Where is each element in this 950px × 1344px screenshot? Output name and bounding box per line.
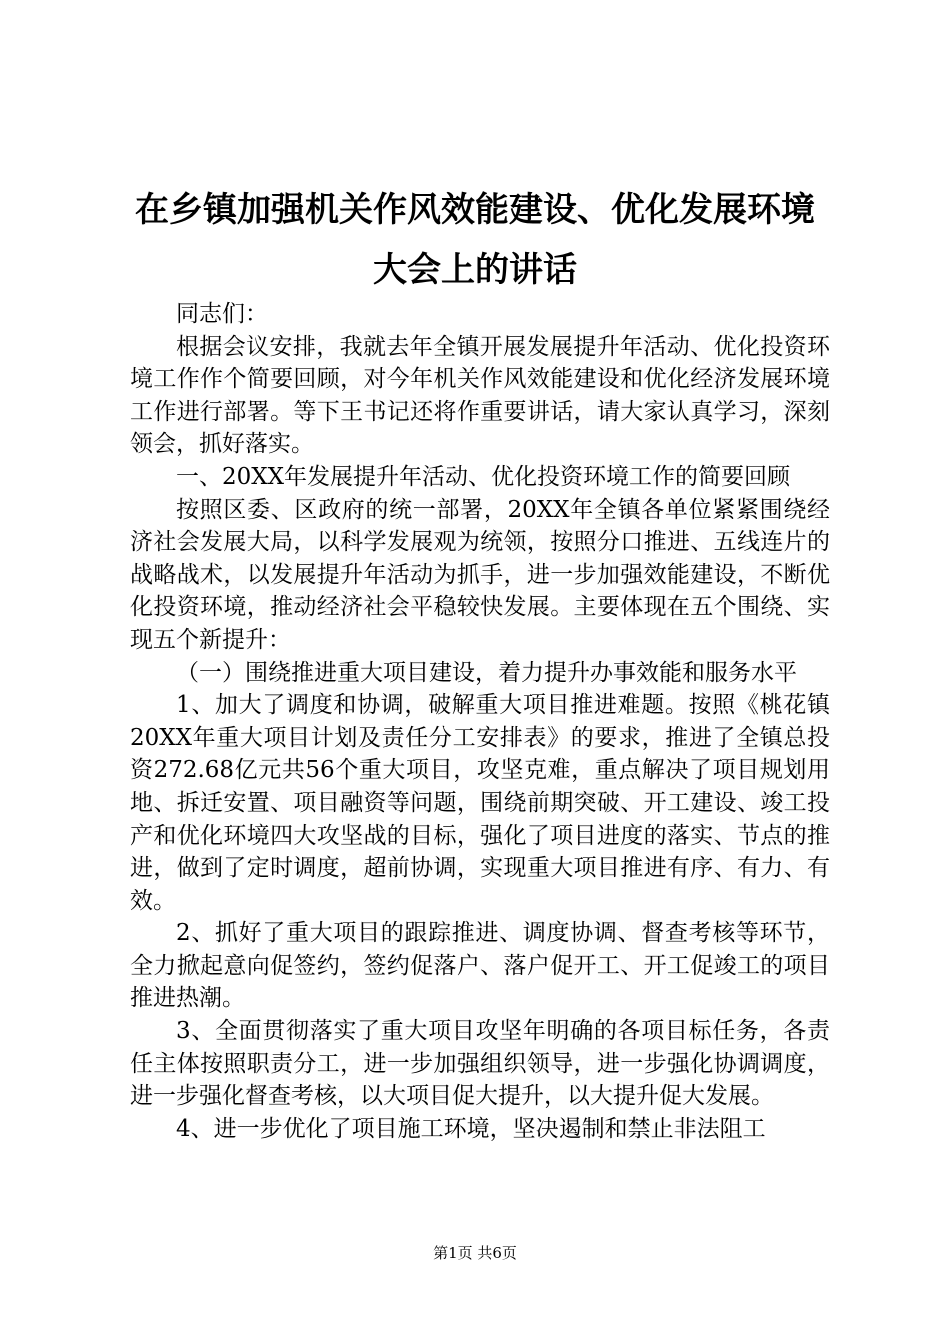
document-title-line-2: 大会上的讲话	[373, 250, 577, 290]
document-body	[130, 298, 830, 1145]
subsection-heading-1: （一）围绕推进重大项目建设，着力提升办事效能和服务水平	[176, 659, 797, 686]
salutation: 同志们：	[176, 301, 268, 327]
list-item: 2、抓好了重大项目的跟踪推进、调度协调、督查考核等环节，全力掀起意向促签约，签约促落户、落户促开工、开工促竣工的项目推进热潮。	[130, 920, 830, 1012]
list-item: 1、加大了调度和协调，破解重大项目推进难题。按照《桃花镇20XX年重大项目计划及责任分工安排表》的要求，推进了全镇总投资272.68亿元共56个重大项目，攻坚克难，重点解决了项目规划用地、拆迁安置、项目融资等问题，围绕前期突破、开工建设、竣工投产和优化环境四大攻坚战的目标，强化了项目进度的落实、节点的推进，做到了定时调度，超前协调，实现重大项目推进有序、有力、有效。	[130, 692, 830, 914]
list-item: 4、进一步优化了项目施工环境，坚决遏制和禁止非法阻工	[176, 1115, 766, 1142]
paragraph: 按照区委、区政府的统一部署，20XX年全镇各单位紧紧围绕经济社会发展大局，以科学发展观为统领，按照分口推进、五线连片的战略战术，以发展提升年活动为抓手，进一步加强效能建设，不断优化投资环境，推动经济社会平稳较快发展。主要体现在五个围绕、实现五个新提升：	[130, 496, 830, 653]
list-item: 3、全面贯彻落实了重大项目攻坚年明确的各项目标任务，各责任主体按照职责分工，进一步加强组织领导，进一步强化协调调度，进一步强化督查考核，以大项目促大提升，以大提升促大发展。	[130, 1018, 830, 1110]
page-number-footer: 第1页 共6页	[433, 1244, 517, 1262]
section-heading-1: 一、20XX年发展提升年活动、优化投资环境工作的简要回顾	[176, 463, 791, 490]
document-title-line-1: 在乡镇加强机关作风效能建设、优化发展环境	[135, 190, 815, 230]
paragraph-intro: 根据会议安排，我就去年全镇开展发展提升年活动、优化投资环境工作作个简要回顾，对今年机关作风效能建设和优化经济发展环境工作进行部署。等下王书记还将作重要讲话，请大家认真学习，深刻领会，抓好落实。	[130, 333, 830, 458]
